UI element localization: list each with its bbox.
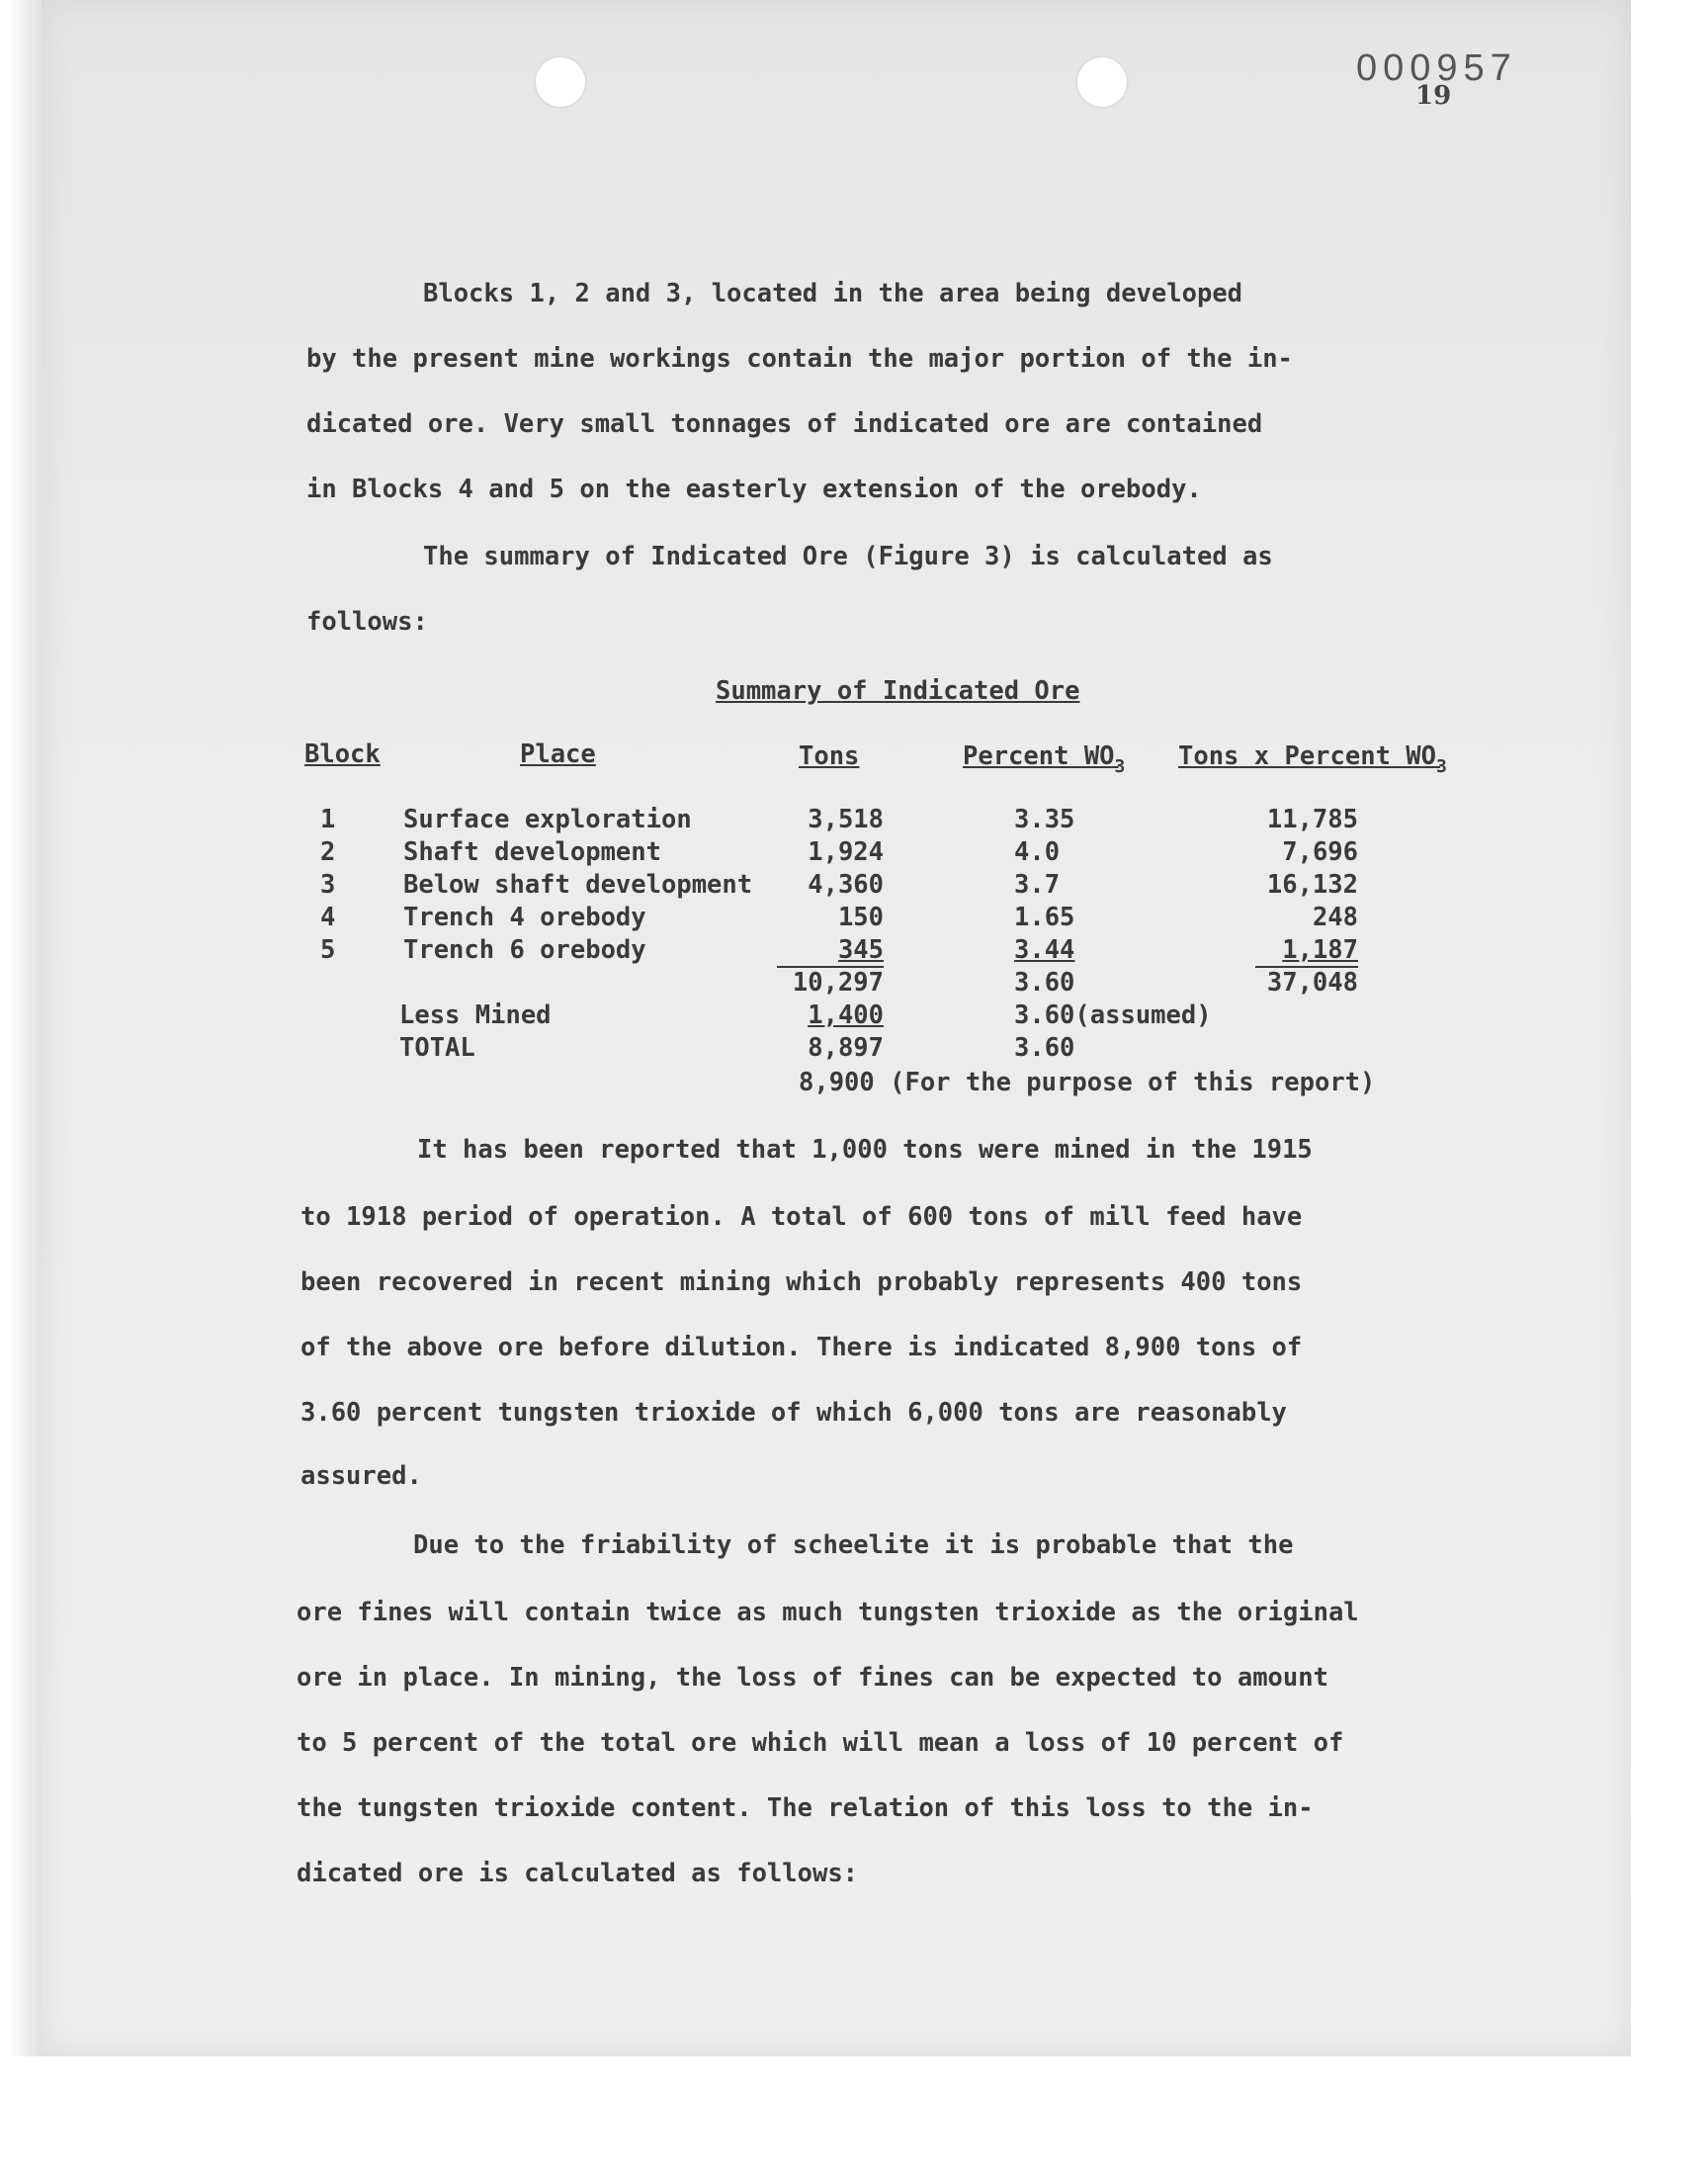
total-label: TOTAL bbox=[399, 1033, 475, 1063]
intro-line-1: Blocks 1, 2 and 3, located in the area being developed bbox=[423, 279, 1243, 308]
row-1-tons-percent: 11,785 bbox=[1266, 805, 1358, 834]
para3-line-4: to 5 percent of the total ore which will mean a loss of 10 percent of bbox=[297, 1728, 1344, 1758]
row-3-tons-percent: 16,132 bbox=[1266, 870, 1358, 900]
para2-line-4: of the above ore before dilution. There is indicated 8,900 tons of bbox=[300, 1333, 1303, 1362]
intro-line-2: by the present mine workings contain the major portion of the in- bbox=[306, 344, 1293, 374]
row-3-tons: 4,360 bbox=[808, 870, 884, 900]
intro-line-6: follows: bbox=[306, 607, 428, 637]
punch-hole-right bbox=[1077, 57, 1127, 107]
total-percent: 3.60 bbox=[1014, 1033, 1075, 1063]
para3-line-3: ore in place. In mining, the loss of fines can be expected to amount bbox=[297, 1663, 1328, 1693]
row-1-percent: 3.35 bbox=[1014, 805, 1075, 834]
intro-line-4: in Blocks 4 and 5 on the easterly extension of the orebody. bbox=[306, 475, 1202, 504]
subtotal-tons-percent: 37,048 bbox=[1266, 968, 1358, 998]
row-2-block: 2 bbox=[320, 837, 336, 867]
header-percent-text: Percent WO bbox=[963, 741, 1115, 771]
row-1-place: Surface exploration bbox=[403, 805, 692, 834]
row-4-block: 4 bbox=[320, 903, 336, 932]
row-5-tons: 345 bbox=[837, 935, 884, 965]
row-1-tons: 3,518 bbox=[808, 805, 884, 834]
row-5-block: 5 bbox=[320, 935, 336, 965]
para3-line-1: Due to the friability of scheelite it is probable that the bbox=[413, 1530, 1294, 1560]
row-2-percent: 4.0 bbox=[1014, 837, 1061, 867]
para2-line-6: assured. bbox=[300, 1461, 422, 1491]
row-5-place: Trench 6 orebody bbox=[403, 935, 646, 965]
row-5-tons-percent: 1,187 bbox=[1282, 935, 1358, 965]
para2-line-1: It has been reported that 1,000 tons were mined in the 1915 bbox=[417, 1135, 1313, 1165]
header-tons-percent-text: Tons x Percent WO bbox=[1178, 741, 1436, 771]
page-number: 19 bbox=[1415, 81, 1452, 111]
para3-line-6: dicated ore is calculated as follows: bbox=[297, 1859, 859, 1888]
row-3-percent: 3.7 bbox=[1014, 870, 1061, 900]
header-percent-subscript: 3 bbox=[1114, 756, 1126, 777]
table-title: Summary of Indicated Ore bbox=[716, 676, 1080, 706]
document-stamp-number: 000957 bbox=[1356, 47, 1517, 89]
para3-line-5: the tungsten trioxide content. The relation of this loss to the in- bbox=[297, 1793, 1314, 1823]
row-4-place: Trench 4 orebody bbox=[403, 903, 646, 932]
row-2-tons-percent: 7,696 bbox=[1282, 837, 1358, 867]
row-3-block: 3 bbox=[320, 870, 336, 900]
less-mined-label: Less Mined bbox=[399, 1000, 552, 1030]
intro-line-3: dicated ore. Very small tonnages of indicated ore are contained bbox=[306, 409, 1263, 439]
subtotal-percent: 3.60 bbox=[1014, 968, 1075, 998]
row-4-percent: 1.65 bbox=[1014, 903, 1075, 932]
header-place: Place bbox=[520, 740, 596, 769]
total-tons: 8,897 bbox=[808, 1033, 884, 1063]
row-4-tons-percent: 248 bbox=[1312, 903, 1358, 932]
less-mined-percent: 3.60(assumed) bbox=[1014, 1000, 1212, 1030]
para2-line-3: been recovered in recent mining which probably represents 400 tons bbox=[300, 1267, 1303, 1297]
header-block: Block bbox=[304, 740, 381, 769]
header-percent bbox=[963, 741, 1126, 777]
intro-line-5: The summary of Indicated Ore (Figure 3) is calculated as bbox=[423, 542, 1273, 571]
subtotal-tons: 10,297 bbox=[792, 968, 884, 998]
row-4-tons: 150 bbox=[837, 903, 884, 932]
row-5-percent: 3.44 bbox=[1014, 935, 1075, 965]
row-2-tons: 1,924 bbox=[808, 837, 884, 867]
punch-hole-left bbox=[536, 57, 585, 107]
header-tons-percent-subscript: 3 bbox=[1436, 756, 1447, 777]
less-mined-tons: 1,400 bbox=[808, 1000, 884, 1030]
para3-line-2: ore fines will contain twice as much tungsten trioxide as the original bbox=[297, 1598, 1359, 1627]
para2-line-2: to 1918 period of operation. A total of 600 tons of mill feed have bbox=[300, 1202, 1303, 1232]
row-1-block: 1 bbox=[320, 805, 336, 834]
row-3-place: Below shaft development bbox=[403, 870, 753, 900]
header-tons: Tons bbox=[799, 741, 860, 771]
para2-line-5: 3.60 percent tungsten trioxide of which 6,000 tons are reasonably bbox=[300, 1398, 1287, 1428]
rounded-total: 8,900 (For the purpose of this report) bbox=[799, 1068, 1376, 1097]
header-tons-percent bbox=[1178, 741, 1447, 777]
row-2-place: Shaft development bbox=[403, 837, 661, 867]
